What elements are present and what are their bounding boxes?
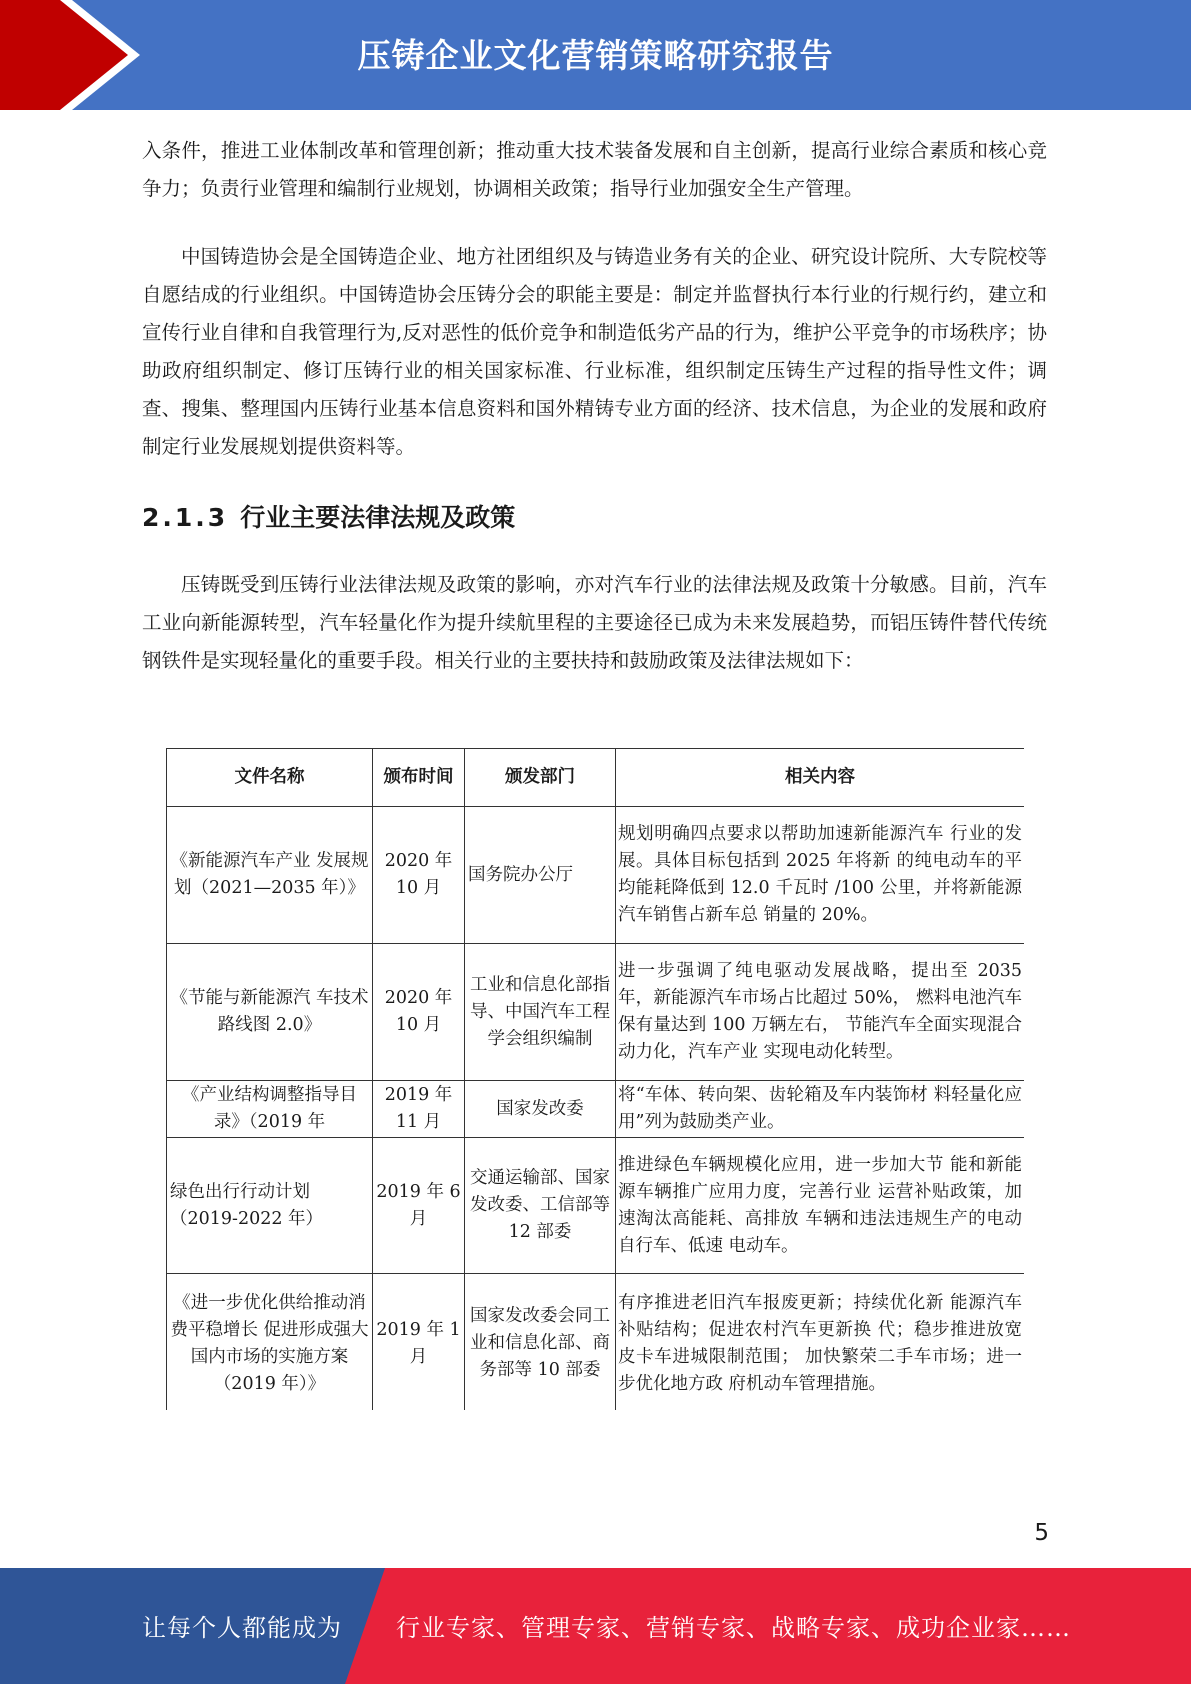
page-footer — [0, 1568, 1191, 1684]
footer-slogan-left: 让每个人都能成为 — [142, 1614, 342, 1642]
section-title: 行业主要法律法规及政策 — [240, 503, 516, 532]
cell-content: 推进绿色车辆规模化应用，进一步加大节 能和新能源车辆推广应用力度，完善行业 运营补贴政策，加速淘汰高能耗、高排放 车辆和违法违规生产的电动自行车、低速 电动车。 — [616, 1138, 1025, 1274]
policy-table-wrapper — [166, 748, 1024, 1410]
footer-slogan-right: 行业专家、管理专家、营销专家、战略专家、成功企业家…… — [396, 1614, 1071, 1642]
cell-doc-name: 绿色出行行动计划（2019-2022 年） — [167, 1138, 373, 1274]
table-row — [167, 944, 1025, 1081]
cell-date: 2019 年 11 月 — [373, 1081, 465, 1138]
policy-table — [166, 748, 1024, 1410]
header-arrow-decoration — [0, 0, 150, 110]
paragraph-association: 中国铸造协会是全国铸造企业、地方社团组织及与铸造业务有关的企业、研究设计院所、大专院校等自愿结成的行业组织。中国铸造协会压铸分会的职能主要是：制定并监督执行本行业的行规行约，建立和宣传行业自律和自我管理行为,反对恶性的低价竞争和制造低劣产品的行为，维护公平竞争的市场秩序；协助政府组织制定、修订压铸行业的相关国家标准、行业标准，组织制定压铸生产过程的指导性文件；调查、搜集、整理国内压铸行业基本信息资料和国外精铸专业方面的经济、技术信息，为企业的发展和政府制定行业发展规划提供资料等。 — [142, 245, 1047, 458]
header-content: 相关内容 — [616, 749, 1025, 807]
cell-department: 国家发改委会同工业和信息化部、商务部等 10 部委 — [465, 1274, 616, 1411]
cell-date: 2019 年 6 月 — [373, 1138, 465, 1274]
cell-content: 将“车体、转向架、齿轮箱及车内装饰材 料轻量化应用”列为鼓励类产业。 — [616, 1081, 1025, 1138]
cell-department: 工业和信息化部指导、中国汽车工程学会组织编制 — [465, 944, 616, 1081]
cell-doc-name: 《进一步优化供给推动消费平稳增长 促进形成强大国内市场的实施方案（2019 年）》 — [167, 1274, 373, 1411]
table-row — [167, 1138, 1025, 1274]
cell-doc-name: 《产业结构调整指导目录》（2019 年 — [167, 1081, 373, 1138]
header-department: 颁发部门 — [465, 749, 616, 807]
cell-department: 国家发改委 — [465, 1081, 616, 1138]
section-number: 2.1.3 — [142, 503, 229, 532]
page-header — [0, 0, 1191, 110]
cell-doc-name: 《新能源汽车产业 发展规划（2021—2035 年）》 — [167, 807, 373, 944]
page-number: 5 — [1034, 1520, 1049, 1546]
header-doc-name: 文件名称 — [167, 749, 373, 807]
table-header-row — [167, 749, 1025, 807]
paragraph-continued: 入条件，推进工业体制改革和管理创新；推动重大技术装备发展和自主创新，提高行业综合素质和核心竞争力；负责行业管理和编制行业规划，协调相关政策；指导行业加强安全生产管理。 — [142, 139, 1047, 200]
table-row — [167, 1274, 1025, 1411]
cell-doc-name: 《节能与新能源汽 车技术路线图 2.0》 — [167, 944, 373, 1081]
main-content — [142, 132, 1047, 680]
report-title: 压铸企业文化营销策略研究报告 — [357, 36, 834, 75]
cell-date: 2020 年 10 月 — [373, 807, 465, 944]
cell-content: 进一步强调了纯电驱动发展战略，提出至 2035 年，新能源汽车市场占比超过 50%， 燃料电池汽车保有量达到 100 万辆左右， 节能汽车全面实现混合动力化，汽车产业 实现电动化转型。 — [616, 944, 1025, 1081]
cell-department: 国务院办公厅 — [465, 807, 616, 944]
table-row — [167, 1081, 1025, 1138]
cell-department: 交通运输部、国家发改委、工信部等 12 部委 — [465, 1138, 616, 1274]
cell-content: 有序推进老旧汽车报废更新；持续优化新 能源汽车补贴结构；促进农村汽车更新换 代；稳步推进放宽皮卡车进城限制范围； 加快繁荣二手车市场；进一步优化地方政 府机动车管理措施。 — [616, 1274, 1025, 1411]
cell-content: 规划明确四点要求以帮助加速新能源汽车 行业的发展。具体目标包括到 2025 年将新 的纯电动车的平均能耗降低到 12.0 千瓦时 /100 公里，并将新能源汽车销售占新车总 销量的 20%。 — [616, 807, 1025, 944]
cell-date: 2019 年 1 月 — [373, 1274, 465, 1411]
paragraph-policy-intro: 压铸既受到压铸行业法律法规及政策的影响，亦对汽车行业的法律法规及政策十分敏感。目前，汽车工业向新能源转型，汽车轻量化作为提升续航里程的主要途径已成为未来发展趋势，而铝压铸件替代传统钢铁件是实现轻量化的重要手段。相关行业的主要扶持和鼓励政策及法律法规如下： — [142, 573, 1047, 672]
header-date: 颁布时间 — [373, 749, 465, 807]
table-row — [167, 807, 1025, 944]
cell-date: 2020 年 10 月 — [373, 944, 465, 1081]
section-heading — [142, 480, 1047, 556]
